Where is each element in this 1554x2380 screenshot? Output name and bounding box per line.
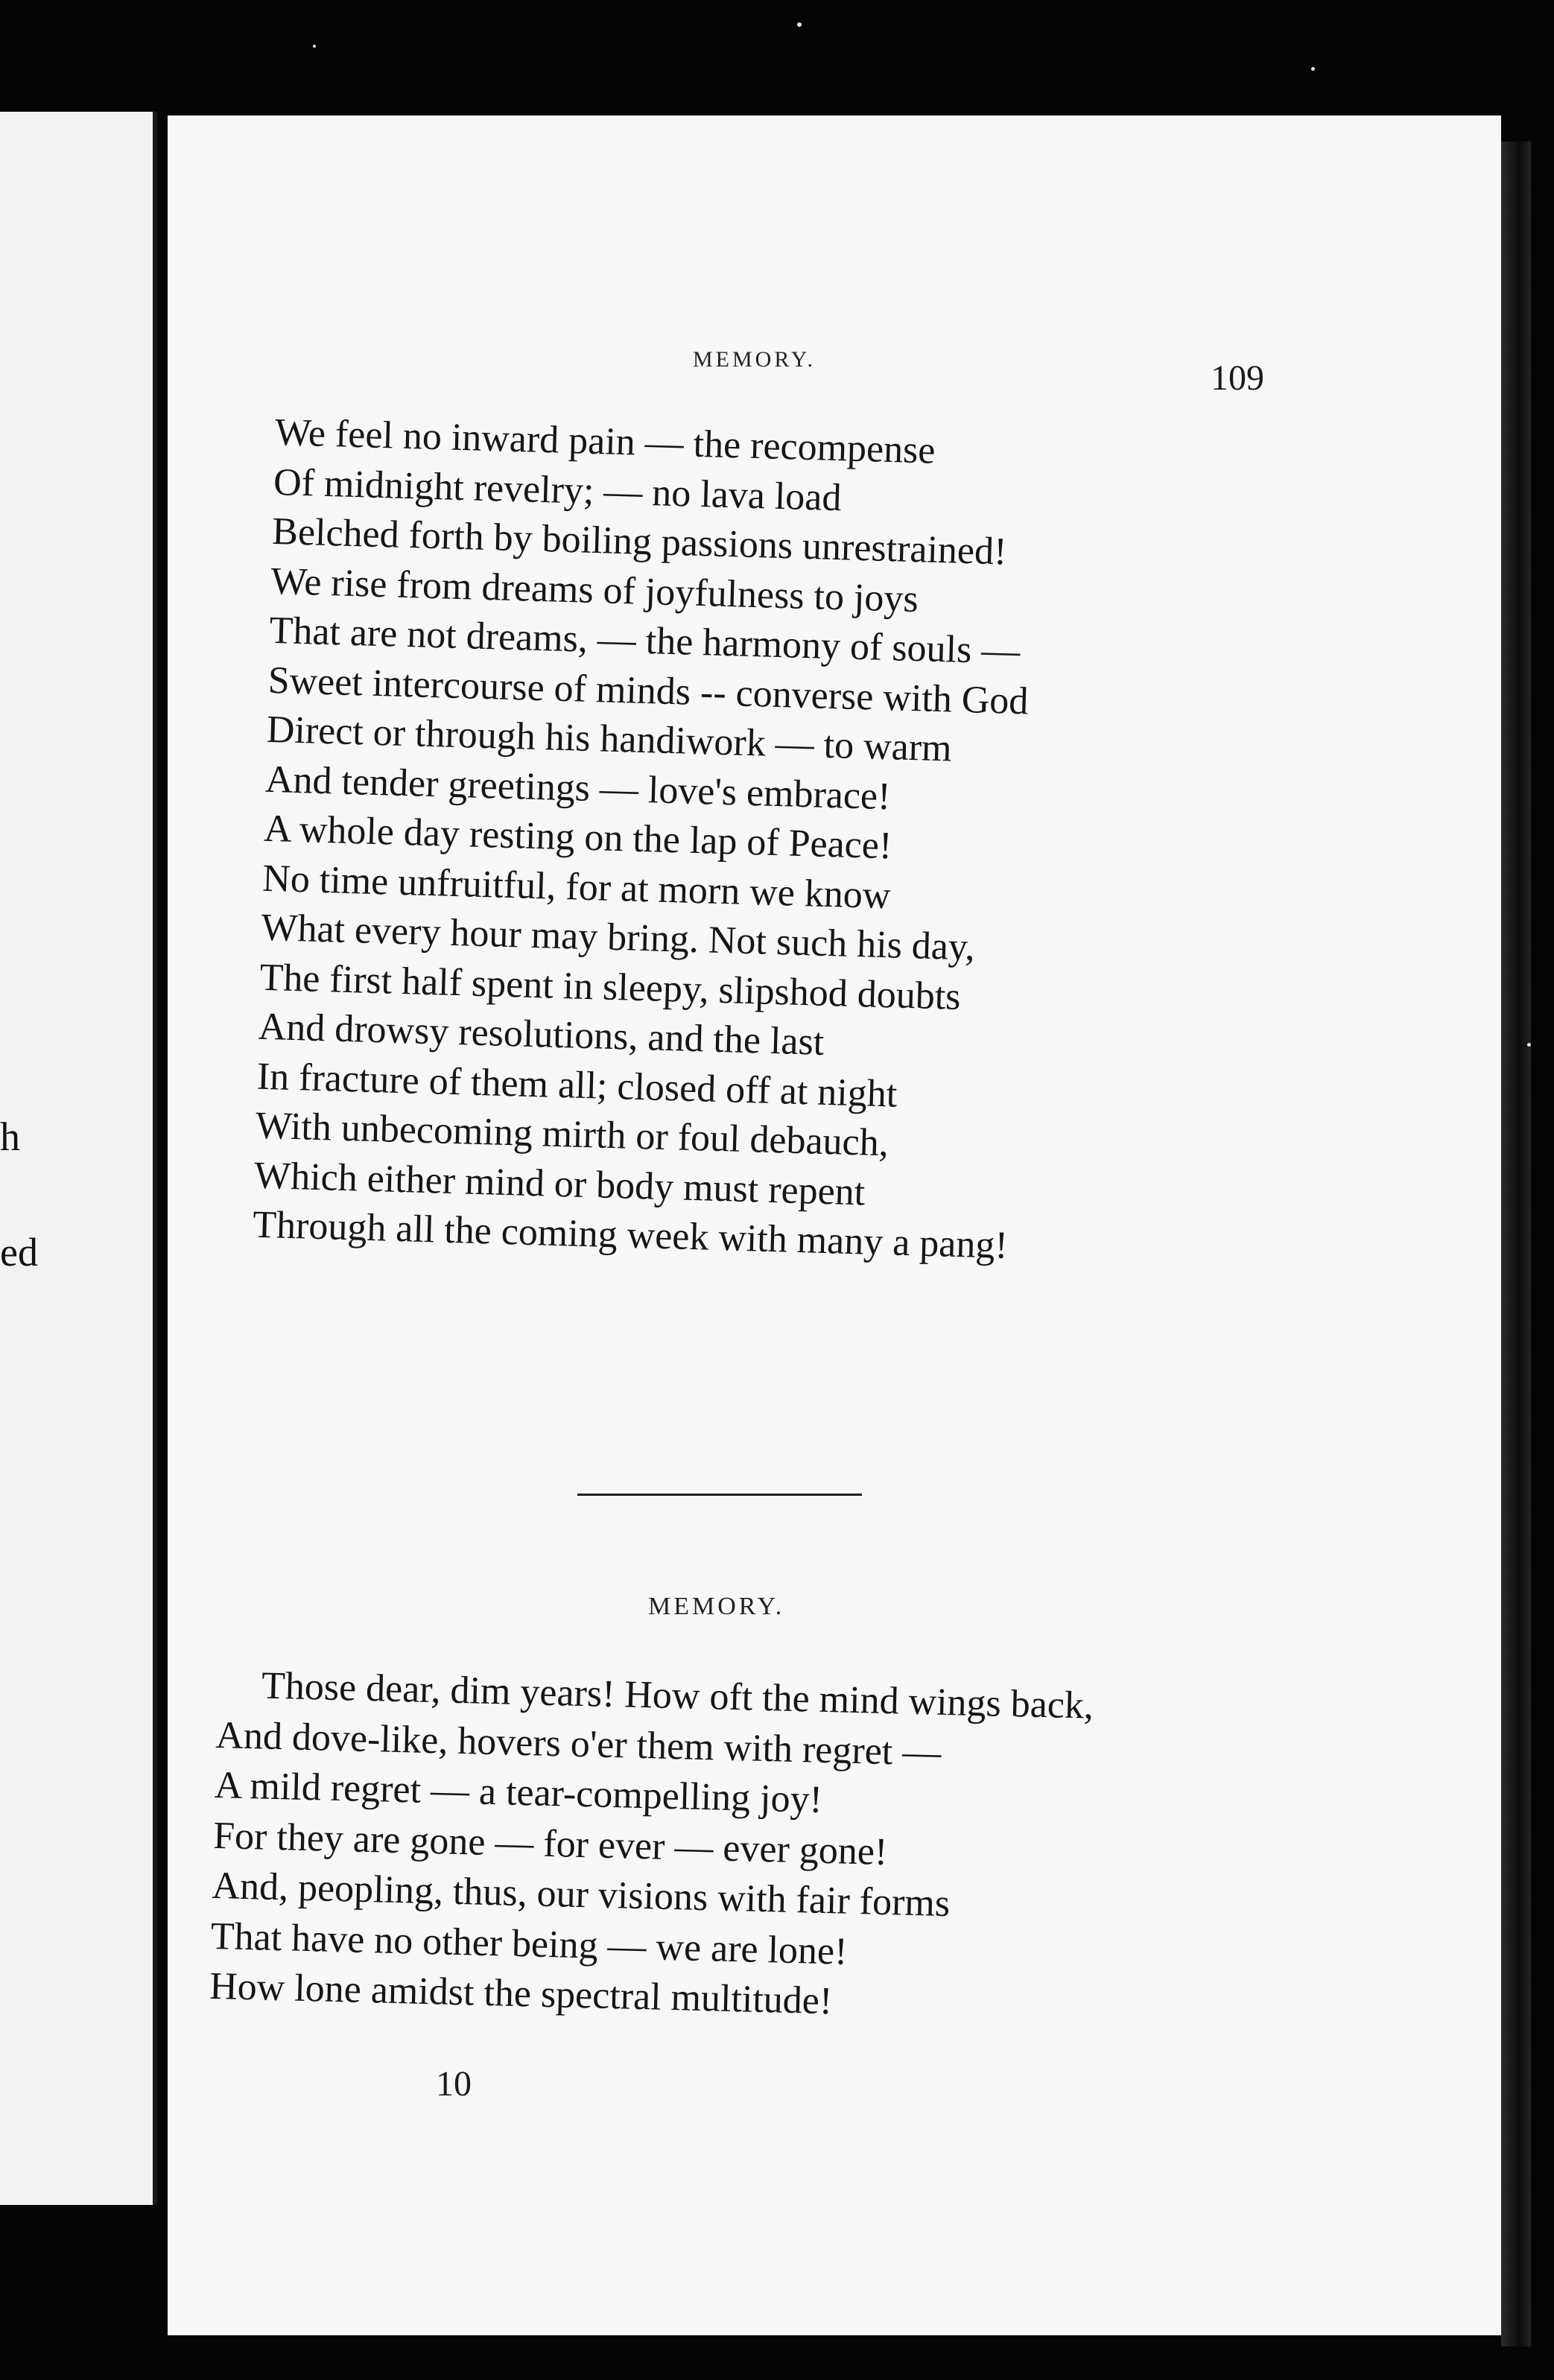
- poem-line: In fracture of them all; closed off at night: [256, 1055, 898, 1116]
- poem-line: And drowsy resolutions, and the last: [258, 1005, 825, 1064]
- poem-line: Through all the coming week with many a pang!: [252, 1203, 1009, 1267]
- section-divider: [577, 1494, 862, 1496]
- poem-memory: [209, 1660, 1260, 2037]
- dust-speck: [1527, 1043, 1531, 1047]
- dust-speck: [797, 22, 802, 27]
- poem-line: A mild regret — a tear-compelling joy!: [214, 1763, 823, 1821]
- page-number: 109: [1211, 358, 1264, 398]
- poem-line: And, peopling, thus, our visions with fair forms: [211, 1864, 951, 1926]
- poem-line: With unbecoming mirth or foul debauch,: [255, 1104, 889, 1165]
- poem-line: Direct or through his handiwork — to warm: [266, 708, 953, 770]
- poem-line: How lone amidst the spectral multitude!: [209, 1964, 833, 2023]
- poem-line: Which either mind or body must repent: [253, 1154, 866, 1213]
- poem-line: And dove-like, hovers o'er them with regret —: [215, 1713, 942, 1774]
- poem-line: And tender greetings — love's embrace!: [264, 758, 892, 818]
- left-page-fragment: ed: [0, 1230, 38, 1275]
- running-head: MEMORY.: [693, 347, 816, 372]
- poem-line: For they are gone — for ever — ever gone!: [212, 1814, 888, 1873]
- poem-continued: [252, 408, 1206, 1276]
- poem-line: Belched forth by boiling passions unrestrained!: [271, 510, 1008, 574]
- poem-line: What every hour may bring. Not such his day,: [260, 906, 976, 969]
- dust-speck: [1311, 67, 1315, 71]
- left-page-fragment: h: [0, 1114, 20, 1159]
- section-title: MEMORY.: [648, 1593, 785, 1620]
- signature-mark: 10: [436, 2064, 472, 2104]
- dust-speck: [313, 45, 316, 48]
- poem-line: Of midnight revelry; — no lava load: [273, 460, 843, 519]
- poem-line: We feel no inward pain — the recompense: [274, 410, 936, 472]
- poem-line: We rise from dreams of joyfulness to joys: [270, 559, 919, 621]
- poem-line: No time unfruitful, for at morn we know: [261, 857, 892, 917]
- poem-line: That have no other being — we are lone!: [210, 1914, 849, 1973]
- poem-line: A whole day resting on the lap of Peace!: [263, 807, 893, 868]
- poem-line: Sweet intercourse of minds -- converse with God: [267, 659, 1030, 723]
- poem-line: The first half spent in sleepy, slipshod doubts: [259, 956, 962, 1018]
- poem-line: That are not dreams, — the harmony of souls —: [268, 609, 1021, 673]
- left-page: [0, 112, 157, 2205]
- page-edge: [1501, 142, 1531, 2346]
- poem-line: Those dear, dim years! How oft the mind wings back,: [261, 1664, 1094, 1727]
